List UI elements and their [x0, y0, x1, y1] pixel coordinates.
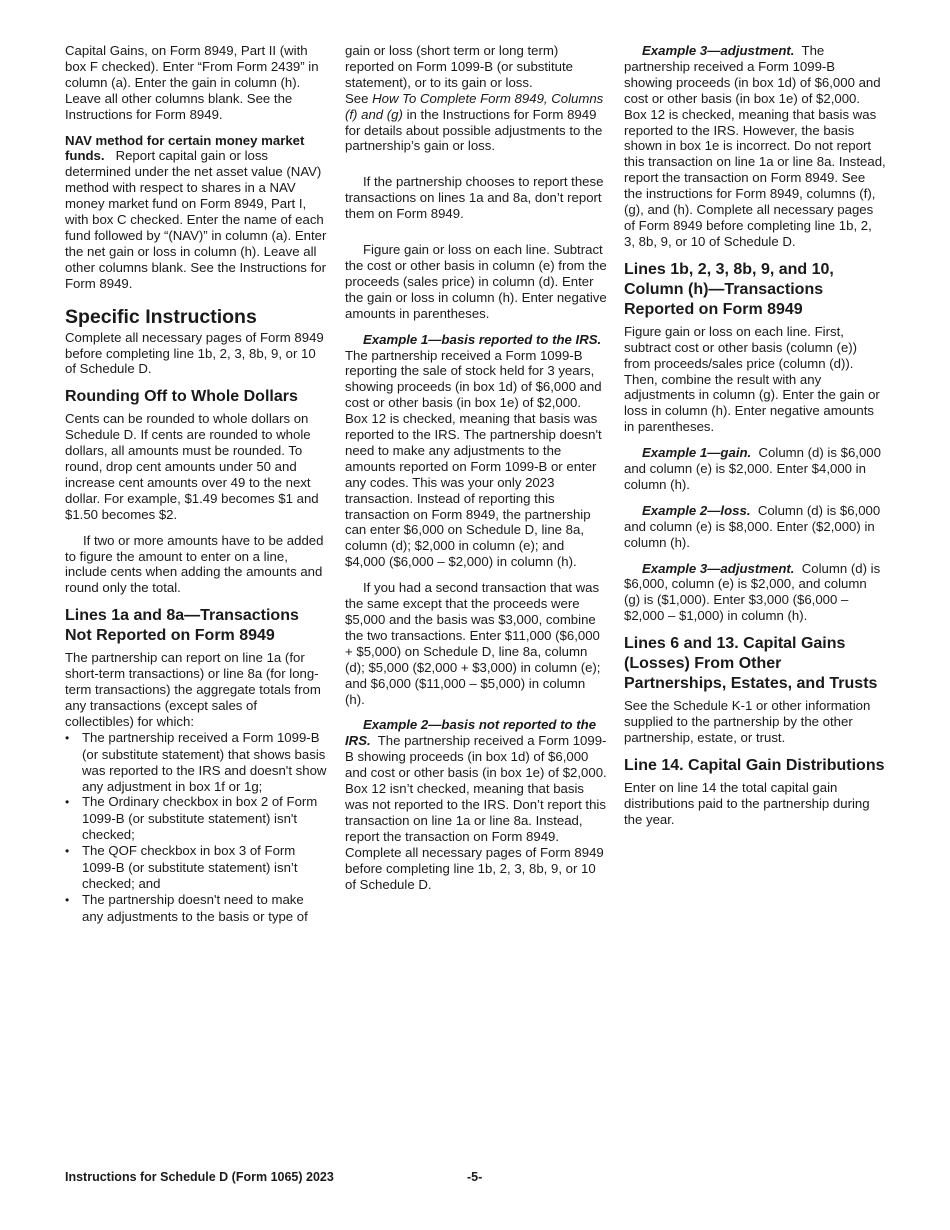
paragraph: The partnership can report on line 1a (for short-term transactions) or line 8a (for long-term transactions) the aggregate totals from any transactions (except sales of collectibles) for which: [65, 650, 321, 729]
paragraph-text: Report capital gain or loss determined under the net asset value (NAV) method with respect to shares in a NAV money market fund on Form 8949, Part I, with box C checked. Enter the name of each fund followed by “(NAV)” in column (a). Enter the net gain or loss in column (h). Leave all other columns blank. See the Instructions for Form 8949. [65, 148, 327, 291]
heading-rounding: Rounding Off to Whole Dollars [65, 388, 298, 406]
heading-lines-1b: Lines 1b, 2, 3, 8b, 9, and 10, Column (h)—Transactions Reported on Form 8949 [624, 260, 834, 318]
footer-title: Instructions for Schedule D (Form 1065) 2023 [65, 1170, 334, 1184]
paragraph: Cents can be rounded to whole dollars on Schedule D. If cents are rounded to whole dollars, all amounts must be rounded. To round, drop cent amounts under 50 and increase cent amounts over 49 to the next dollar. For example, $1.49 becomes $1 and $1.50 becomes $2. [65, 411, 319, 522]
paragraph-nav-method [65, 133, 327, 292]
column-1 [65, 43, 327, 935]
text: in the Instructions for Form 8949 for details about possible adjustments to the partnership’s gain or loss. [345, 106, 603, 154]
list-item: • The partnership received a Form 1099-B (or substitute statement) that shows basis was reported to the IRS and doesn't show any adjustment in box 1f or 1g; [65, 730, 327, 795]
paragraph-text: Column (d) is $6,000, column (e) is $2,000, and column (g) is ($1,000). Enter $3,000 ($6,000 – $2,000 – $1,000) in column (h). [624, 560, 881, 624]
heading-lines-1a-8a: Lines 1a and 8a—Transactions Not Reported on Form 8949 [65, 607, 299, 645]
paragraph: Capital Gains, on Form 8949, Part II (with box F checked). Enter “From Form 2439” in column (a). Enter the gain in column (h). Leave all other columns blank. See the Instructions for Form 8949. [65, 43, 319, 122]
paragraph-text: Column (d) is $6,000 and column (e) is $8,000. Enter ($2,000) in column (h). [624, 502, 881, 550]
run-in-heading: NAV method for certain money market funds. [65, 132, 305, 164]
paragraph-text: The partnership received a Form 1099-B showing proceeds (in box 1d) of $6,000 and cost or other basis (in box 1e) of $2,000. Box 12 isn’t checked, meaning that basis was not reported to the IRS. Don’t report this transaction on line 1a or line 8a. Instead, report the transaction on Form 8949. Complete all necessary pages of Form 8949 before completing line 1b, 2, 3, 8b, 9, or 10 of Schedule D. [345, 733, 607, 892]
example-label: Example 1—gain. [642, 445, 752, 461]
paragraph: If the partnership chooses to report these transactions on lines 1a and 8a, don’t report them on Form 8949. [345, 174, 604, 222]
paragraph: Complete all necessary pages of Form 8949 before completing line 1b, 2, 3, 8b, 9, or 10 of Schedule D. [65, 329, 324, 377]
text: See [345, 90, 373, 106]
list-item: • The partnership doesn't need to make any adjustments to the basis or type of [65, 892, 327, 925]
paragraph-text: The partnership received a Form 1099-B reporting the sale of stock held for 3 years, showing proceeds (in box 1d) of $6,000 and cost or other basis (in box 1e) of $2,000. Box 12 is checked, meaning that basis was reported to the IRS. The partnership doesn't need to make any adjustments to the amounts reported on Form 1099-B or enter any codes. This was your only 2023 transaction. Instead of reporting this transaction on Form 8949, the partnership can enter $6,000 on Schedule D, line 8a, column (d); $2,000 in column (e); and $4,000 ($6,000 – $2,000) in column (h). [345, 347, 602, 570]
paragraph-example-loss [624, 503, 886, 551]
paragraph: If two or more amounts have to be added to figure the amount to enter on a line, include cents when adding the amounts and round only the total. [65, 532, 324, 596]
paragraph-example-gain [624, 445, 886, 493]
list-item: • The Ordinary checkbox in box 2 of Form 1099-B (or substitute statement) isn't checked; [65, 794, 327, 843]
page-footer [65, 1170, 885, 1184]
paragraph-example-1 [345, 332, 607, 571]
paragraph-example-3 [624, 43, 886, 250]
paragraph: Figure gain or loss on each line. First, subtract cost or other basis (column (e)) from proceeds/sales price (column (d)). Then, combine the result with any adjustments in column (g). Enter the gain or loss in column (h). Enter negative amounts in parentheses. [624, 323, 880, 435]
paragraph: See the Schedule K-1 or other information supplied to the partnership by the other partnership, estate, or trust. [624, 698, 871, 745]
column-2 [345, 43, 607, 902]
paragraph-text: Column (d) is $6,000 and column (e) is $2,000. Enter $4,000 in column (h). [624, 445, 881, 492]
italic-reference: How To Complete Form 8949, Columns (f) and (g) [345, 90, 604, 122]
page-number: -5- [467, 1170, 483, 1184]
paragraph: If you had a second transaction that was the same except that the proceeds were $5,000 and the basis was $3,000, combine the two transactions. Enter $11,000 ($6,000 + $5,000) on Schedule D, line 8a, column (d); $5,000 ($2,000 + $3,000) in column (e); and $6,000 ($11,000 – $5,000) in column (h). [345, 580, 601, 707]
example-label: Example 3—adjustment. [642, 43, 795, 58]
paragraph-example-2 [345, 717, 607, 892]
paragraph-text: The partnership received a Form 1099-B showing proceeds (in box 1d) of $6,000 and cost or other basis (in box 1e) of $2,000. Box 12 is checked, meaning that basis was reported to the IRS. However, the basis shown in box 1e is incorrect. Do not report this transaction on line 1a or line 8a. Instead, report the transaction on Form 8949. See the instructions for Form 8949, columns (f), (g), and (h). Complete all necessary pages of Form 8949 before completing line 1b, 2, 3, 8b, 9, or 10 of Schedule D. [624, 43, 886, 249]
paragraph-see-also [345, 91, 607, 155]
bullet-list [65, 730, 327, 925]
example-label: Example 1—basis reported to the IRS. [363, 331, 602, 347]
paragraph: gain or loss (short term or long term) reported on Form 1099-B (or substitute statement), or to its gain or loss. [345, 43, 573, 90]
column-3 [624, 43, 886, 838]
example-label: Example 2—loss. [642, 502, 751, 518]
example-label: Example 3—adjustment. [642, 560, 795, 576]
heading-lines-6-13: Lines 6 and 13. Capital Gains (Losses) From Other Partnerships, Estates, and Trusts [624, 635, 878, 693]
example-label: Example 2—basis not reported to the IRS. [345, 717, 597, 749]
paragraph: Enter on line 14 the total capital gain distributions paid to the partnership during the year. [624, 779, 870, 827]
heading-line-14: Line 14. Capital Gain Distributions [624, 756, 885, 774]
section-heading-specific-instructions: Specific Instructions [65, 305, 257, 328]
paragraph: Figure gain or loss on each line. Subtract the cost or other basis in column (e) from the proceeds (sales price) in column (d). Enter the gain or loss in column (h). Enter negative amounts in parentheses. [345, 242, 607, 321]
paragraph-example-adjustment [624, 561, 886, 625]
list-item: • The QOF checkbox in box 3 of Form 1099-B (or substitute statement) isn’t checked; and [65, 843, 327, 892]
